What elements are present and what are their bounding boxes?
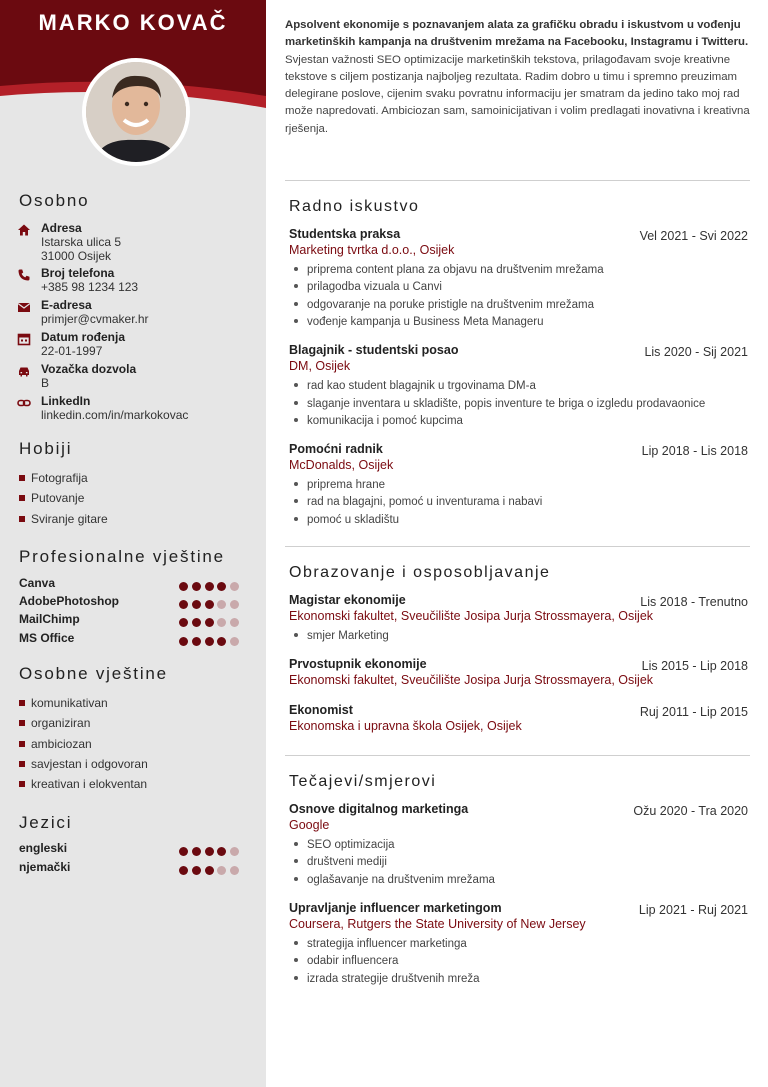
contact-value [41,235,121,263]
contact-label: Datum rođenja [41,330,126,344]
personal-skill-item: ambiciozan [19,737,92,751]
entry-bullet: društveni mediji [294,856,387,868]
entry-date: Lis 2020 - Sij 2021 [644,345,748,359]
skill-name: MS Office [19,631,75,645]
personal-skill-item: savjestan i odgovoran [19,757,148,771]
main-content [266,0,768,1087]
pro-skill-row [19,631,244,645]
link-icon [17,396,31,410]
entry-title: Osnove digitalnog marketinga [289,802,469,816]
entry-bullet: odabir influencera [294,955,398,967]
entry-date: Lis 2018 - Trenutno [640,595,748,609]
hobby-item: Sviranje gitare [19,512,108,526]
contact-label: E-adresa [41,298,92,312]
entry-date: Ruj 2011 - Lip 2015 [639,705,748,719]
pro-skill-row [19,612,244,626]
entry-bullet: rad na blagajni, pomoć u inventurama i nabavi [294,496,542,508]
address-line-2: 31000 Osijek [41,249,112,263]
contact-value: 22-01-1997 [41,344,103,358]
entry-bullet: strategija influencer marketinga [294,938,467,950]
entry-title: Prvostupnik ekonomije [289,657,427,671]
skill-name: Canva [19,576,56,590]
entry-bullet: slaganje inventara u skladište, popis inventure te briga o izgledu prodavaonice [294,398,705,410]
contact-value: B [41,376,50,390]
contact-label: Vozačka dozvola [41,362,137,376]
contact-label: LinkedIn [41,394,91,408]
language-name: njemački [19,860,71,874]
pro-skill-row [19,576,244,590]
summary-intro: Apsolvent ekonomije s poznavanjem alata za grafičku obradu i iskustvom u vođenju marketinških kampanja na društvenim mrežama na Facebooku, Instagramu i Twitteru. [285,19,749,49]
entry-bullet: priprema content plana za objavu na društvenim mrežama [294,264,604,276]
profile-summary [285,17,755,138]
contact-label: Adresa [41,221,82,235]
skill-name: AdobePhotoshop [19,594,119,608]
divider [285,180,750,181]
language-rating [176,843,239,861]
entry-title: Magistar ekonomije [289,593,406,607]
language-row [19,860,244,874]
entry-organization: Coursera, Rutgers the State University of New Jersey [289,917,586,931]
address-line-1: Istarska ulica 5 [41,235,122,249]
entry-title: Studentska praksa [289,227,401,241]
divider [285,755,750,756]
hobby-item: Fotografija [19,471,88,485]
entry-date: Lip 2021 - Ruj 2021 [638,903,748,917]
entry-title: Upravljanje influencer marketingom [289,901,502,915]
hobby-item: Putovanje [19,491,84,505]
section-title-pro-skills: Profesionalne vještine [19,547,225,566]
entry-bullet: priprema hrane [294,479,385,491]
mail-icon [17,300,31,314]
entry-bullet: komunikacija i pomoć kupcima [294,415,463,427]
entry-bullet: prilagodba vizuala u Canvi [294,281,442,293]
entry-date: Vel 2021 - Svi 2022 [639,229,748,243]
entry-organization: Ekonomski fakultet, Sveučilište Josipa Jurja Strossmayera, Osijek [289,609,654,623]
summary-text: Svjestan važnosti SEO optimizacije marketinških tekstova, prilagođavam svoje kreativne tekstove s ciljem postizanja najboljeg rezultata. Radim dobro u timu i spremno preuzimam delegirane poslove, cijenim svaku povratnu informaciju jer smatram da jedino tako moj rad može napredovati. Ambiciozan sam, samoinicijativan i volim predlagati inovativna i kreativna rješenja. [285,53,750,135]
entry-bullet: pomoć u skladištu [294,514,399,526]
contact-value: linkedin.com/in/markokovac [41,408,189,422]
entry-bullet: SEO optimizacija [294,839,395,851]
entry-date: Ožu 2020 - Tra 2020 [633,804,748,818]
entry-bullet: oglašavanje na društvenim mrežama [294,874,495,886]
profile-photo [82,58,190,166]
section-title-experience: Radno iskustvo [289,198,420,215]
section-title-languages: Jezici [19,813,73,832]
skill-name: MailChimp [19,612,80,626]
entry-organization: McDonalds, Osijek [289,458,394,472]
language-row [19,841,244,855]
entry-bullet: vođenje kampanja u Business Meta Manageru [294,316,544,328]
skill-rating [176,633,239,651]
entry-organization: Ekonomska i upravna škola Osijek, Osijek [289,719,522,733]
section-title-courses: Tečajevi/smjerovi [289,773,437,790]
contact-label: Broj telefona [41,266,115,280]
divider [285,546,750,547]
home-icon [17,223,31,237]
language-rating [176,862,239,880]
entry-date: Lip 2018 - Lis 2018 [641,444,748,458]
section-title-education: Obrazovanje i osposobljavanje [289,564,551,581]
sidebar [0,0,266,1087]
entry-organization: DM, Osijek [289,359,351,373]
entry-organization: Google [289,818,330,832]
section-title-personal: Osobno [19,191,90,210]
contact-value: +385 98 1234 123 [41,280,139,294]
entry-organization: Ekonomski fakultet, Sveučilište Josipa Jurja Strossmayera, Osijek [289,673,654,687]
entry-date: Lis 2015 - Lip 2018 [641,659,748,673]
phone-icon [17,268,31,282]
section-title-hobbies: Hobiji [19,439,73,458]
entry-organization: Marketing tvrtka d.o.o., Osijek [289,243,455,257]
language-name: engleski [19,841,68,855]
section-title-personal-skills: Osobne vještine [19,664,168,683]
personal-skill-item: komunikativan [19,696,108,710]
calendar-icon [17,332,31,346]
entry-bullet: smjer Marketing [294,630,389,642]
entry-bullet: rad kao student blagajnik u trgovinama DM-a [294,380,536,392]
entry-title: Pomoćni radnik [289,442,383,456]
pro-skill-row [19,594,244,608]
entry-bullet: odgovaranje na poruke pristigle na društvenim mrežama [294,299,594,311]
car-icon [17,364,31,378]
entry-bullet: izrada strategije društvenih mreža [294,973,480,985]
personal-skill-item: organiziran [19,716,90,730]
entry-title: Blagajnik - studentski posao [289,343,459,357]
contact-value: primjer@cvmaker.hr [41,312,149,326]
personal-skill-item: kreativan i elokventan [19,777,147,791]
skill-rating [176,614,239,632]
candidate-name: MARKO KOVAČ [38,10,228,35]
entry-title: Ekonomist [289,703,353,717]
